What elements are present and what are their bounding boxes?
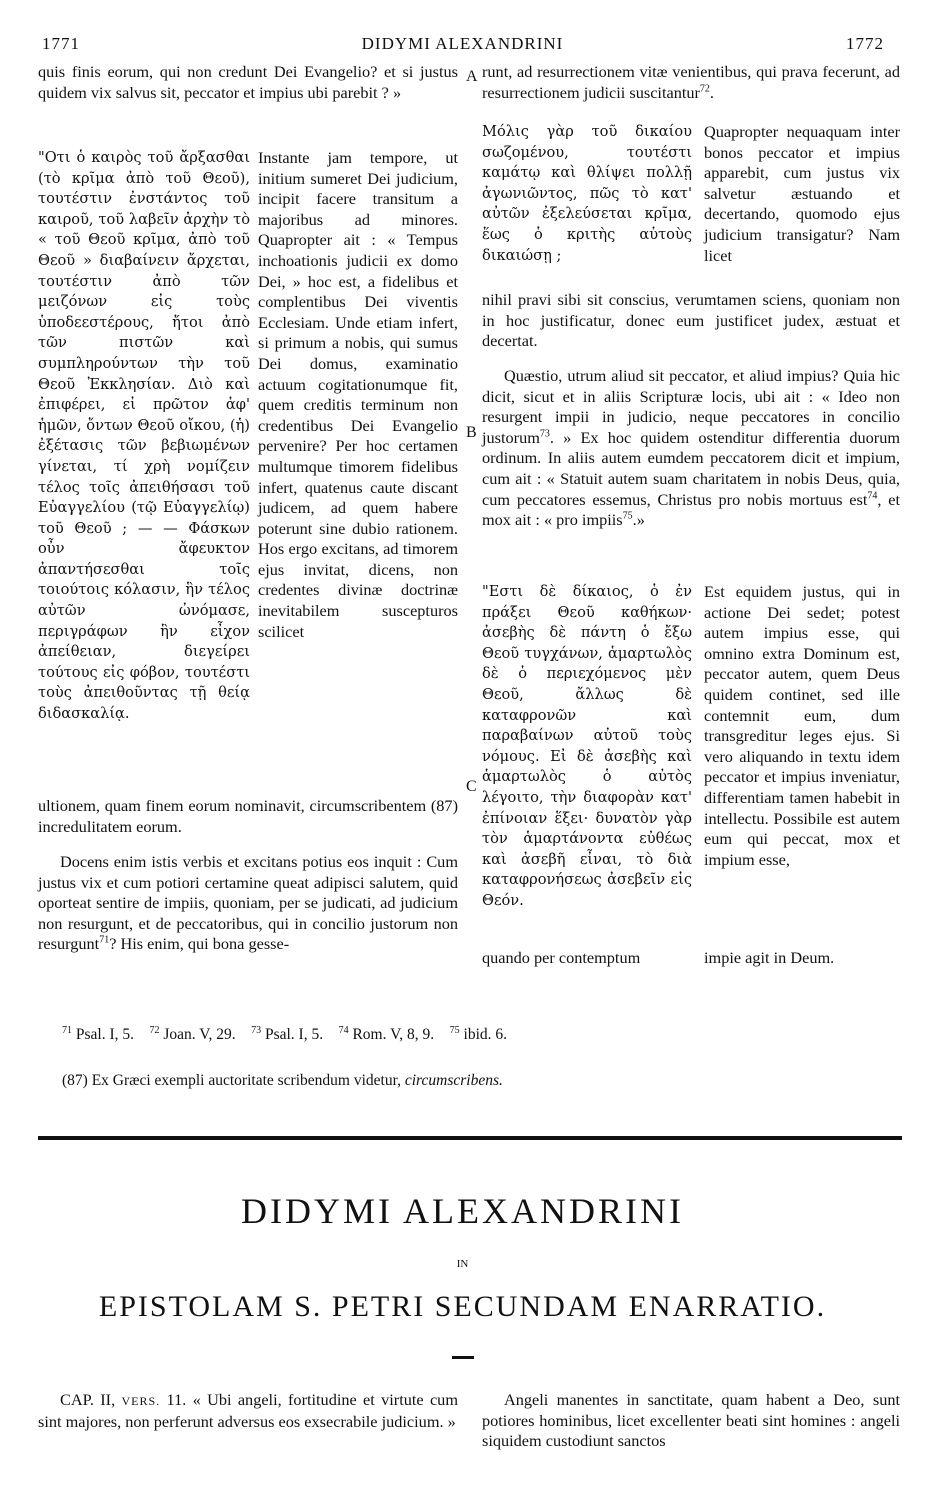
right-paragraph-2: Quæstio, utrum aliud sit peccator, et aliud impius? Quia hic dicit, sicut et in aliis Scripturæ locis, ubi ait : « Ideo non resurgent impii in judicio, neque peccatores in concilio justorum$^{73}$. » Ex hoc quidem ostenditur differentia duorum ordinum. In aliis autem eumdem peccatorem dicit et impium, cum ait : « Statuit autem suam charitatem in nobis Deus, quia, cum peccatores essemus, Christus pro nobis mortuus est$^{74}$, et mox ait : « pro impiis$^{75}$.» bbox=[482, 366, 900, 530]
page-number-right: 1772 bbox=[846, 34, 884, 53]
section-in: IN bbox=[456, 1258, 469, 1270]
footnote-ref-73: 73 bbox=[539, 428, 550, 440]
bottom-right-text: Angeli manentes in sanctitate, quam habent a Deo, sunt potiores hominibus, licet excellenter beati sint homines : angeli siquidem custodiunt sanctos bbox=[482, 1390, 900, 1451]
section-title: DIDYMI ALEXANDRINI bbox=[241, 1191, 684, 1231]
left-greek-text: "Οτι ὁ καιρὸς τοῦ ἄρξασθαι (τὸ κρῖμα ἀπὸ τοῦ Θεοῦ), τουτέστιν ἐνστάντος τοῦ καιροῦ, τοῦ λαβεῖν ἀρχὴν τὸ « τοῦ Θεοῦ κρῖμα, ἀπὸ τοῦ Θεοῦ » διαβαίνειν ἄρχεται, τουτέστιν ἀπὸ τῶν μειζόνων εἰς τοὺς ὑποδεεστέρους, ἤτοι ἀπὸ τῶν πιστῶν καὶ συμπληρούντων τὴν τοῦ Θεοῦ Ἐκκλησίαν. Διὸ καὶ ἐπιφέρει, εἰ πρῶτον ἀφ' ἡμῶν, ὄντων Θεοῦ οἴκου, (ἡ) ἐξέτασις τῶν βεβιωμένων γίνεται, τί χρὴ νομίζειν τέλος τοῖς ἀπειθήσασι τοῦ Εὐαγγελίου (τῷ Εὐαγγελίῳ) τοῦ Θεοῦ ; — — Φάσκων οὖν ἄφευκτον ἀπαντήσεσθαι τοῖς τοιούτοις κόλασιν, ἣν τέλος αὐτῶν ὠνόμασε, περιγράφων ἣν εἶχον ἀπείθειαν, διεγείρει τούτους εἰς φόβον, τουτέστι τοὺς ἀπειθοῦντας τῇ θείᾳ διδασκαλίᾳ. bbox=[38, 149, 250, 723]
section-separator-rule bbox=[38, 1136, 902, 1140]
right-greek-text-1: Μόλις γὰρ τοῦ δικαίου σωζομένου, τουτέστι καμάτῳ καὶ θλίψει πολλῇ ἀγωνιῶντος, πῶς τὸ κατ' αὐτῶν ἐξελεύσεται κρῖμα, ἕως ὁ κριτὴς αὐτοὺς δικαιώσῃ ; bbox=[482, 123, 692, 264]
right-tail-right: impie agit in Deum. bbox=[704, 948, 835, 967]
left-paragraph: Docens enim istis verbis et excitans potius eos inquit : Cum justus vix et cum potiori certamine queat adipisci salutem, quid oporteat sentire de impiis, quoniam, per se judicati, ad judicium non resurgunt, et de peccatoribus, qui in concilio justorum non resurgunt$^{71}$? His enim, qui bona gesse- bbox=[38, 852, 458, 954]
running-title: DIDYMI ALEXANDRINI bbox=[361, 34, 564, 53]
footnote-ref-75: 75 bbox=[622, 510, 633, 522]
right-latin-text-1b: nihil pravi sibi sit conscius, verumtamen sciens, quoniam non in hoc justificatur, donec eum justificet judex, æstuat et decertat. bbox=[482, 290, 900, 351]
footnote-87: (87) Ex Græci exempli auctoritate scribendum videtur, circumscribens. bbox=[62, 1072, 503, 1089]
footnote-ref-entry: $^{72}$ Joan. V, 29. bbox=[149, 1024, 236, 1043]
bottom-left-text: CAP. II, VERS. 11. « Ubi angeli, fortitudine et virtute cum sint majores, non perferunt adversus eos exsecrabile judicium. » bbox=[38, 1390, 458, 1431]
page-number-left: 1771 bbox=[42, 34, 80, 53]
footnote-ref-entry: $^{71}$ Psal. I, 5. bbox=[62, 1024, 134, 1043]
right-intro: runt, ad resurrectionem vitæ venientibus, qui prava fecerunt, ad resurrectionem judicii suscitantur$^{72}$. bbox=[482, 62, 900, 102]
footnote-ref-entry: $^{73}$ Psal. I, 5. bbox=[251, 1024, 324, 1043]
left-latin-continuation: ultionem, quam finem eorum nominavit, circumscribentem (87) incredulitatem eorum. bbox=[38, 796, 458, 836]
margin-letter-b: B bbox=[466, 424, 477, 441]
footnote-ref-72: 72 bbox=[699, 83, 710, 95]
title-dash bbox=[452, 1356, 474, 1359]
left-intro: quis finis eorum, qui non credunt Dei Evangelio? et si justus quidem vix salvus sit, peccator et impius ubi parebit ? » bbox=[38, 62, 458, 102]
margin-letter-c: C bbox=[466, 778, 477, 795]
footnote-87-italic: circumscribens. bbox=[404, 1072, 503, 1089]
right-tail-left: quando per contemptum bbox=[482, 948, 641, 967]
right-greek-text-2: "Εστι δὲ δίκαιος, ὁ ἐν πράξει Θεοῦ καθήκων· ἀσεβὴς δὲ πάντη ὁ ἔξω Θεοῦ τυγχάνων, ἁμαρτωλὸς δὲ ὁ περιεχόμενος μὲν Θεοῦ, ἄλλως δὲ καταφρονῶν καὶ παραβαίνων αὐτοῦ τοὺς νόμους. Εἰ δὲ ἀσεβὴς καὶ ἁμαρτωλὸς ὁ αὐτὸς λέγοιτο, τὴν διαφορὰν κατ' ἐπίνοιαν ἕξει· δυνατὸν γὰρ τὸν ἁμαρτάνοντα εὐθέως καὶ ἀσεβῆ εἶναι, τὸ διὰ καταφρονήσεως ἀσεβεῖν εἰς Θεόν. bbox=[482, 583, 692, 909]
footnote-ref-71: 71 bbox=[99, 934, 110, 946]
footnote-ref-74: 74 bbox=[867, 490, 878, 502]
right-latin-text-1a: Quapropter nequaquam inter bonos peccator et impius apparebit, cum justus vix salvetur æstuando et decertando, quomodo ejus judicium transigatur? Nam licet bbox=[704, 122, 900, 265]
footnote-ref-entry: $^{74}$ Rom. V, 8, 9. bbox=[338, 1024, 435, 1043]
right-latin-text-2: Est equidem justus, qui in actione Dei sedet; potest autem impius esse, qui omnino extra Dominum est, peccator autem, quem Deus quidem continet, sed ille contemnit eum, dum transgreditur leges ejus. Si vero aliquando in textu idem peccator et impius inveniatur, differentiam tamen habebit in intellectu. Possibile est autem eum qui peccat, mox et impium esse, bbox=[704, 582, 900, 869]
footnote-references bbox=[62, 1026, 882, 1044]
footnote-ref-entry: $^{75}$ ibid. 6. bbox=[449, 1024, 508, 1043]
left-latin-text: Instante jam tempore, ut initium sumeret Dei judicium, incipit facere transitum a majoribus ad minores. Quapropter ait : « Tempus inchoationis judicii ex domo Dei, » hoc est, a fidelibus et complentibus Dei viventis Ecclesiam. Unde etiam infert, si primum a nobis, qui sumus Dei domus, examinatio actuum cogitationumque fit, quem creditis terminum non credentibus Dei Evangelio pervenire? Per hoc certamen multumque timorem fidelibus infert, quatenus caute discant judicem, ad quem habere poterunt sine dubio rationem. Hos ergo excitans, ad timorem ejus invitat, dicens, non credentes divinæ doctrinæ inevitabilem suscepturos scilicet bbox=[258, 148, 458, 641]
section-subtitle: EPISTOLAM S. PETRI SECUNDAM ENARRATIO. bbox=[98, 1290, 827, 1323]
margin-letter-a: A bbox=[466, 68, 478, 85]
